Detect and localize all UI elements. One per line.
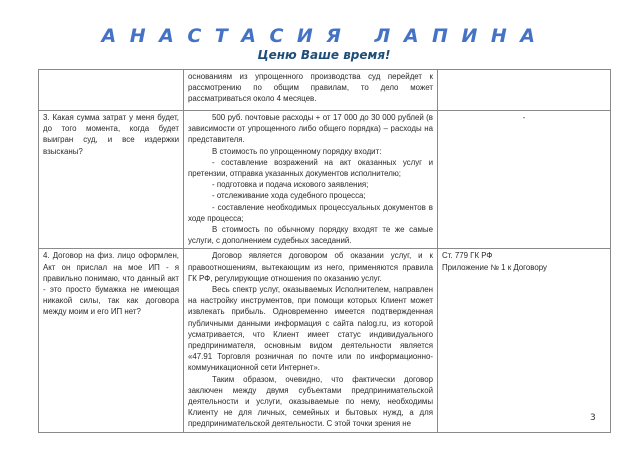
- answer-paragraph: - подготовка и подача искового заявления;: [212, 180, 369, 190]
- answer-cell: [184, 111, 438, 249]
- answer-cell: [184, 249, 438, 432]
- answer-paragraph: Договор является договором об оказании услуг, и к правоотношениям, вытекающим из него, применяются правила ГК РФ, регулирующие отношения по оказанию услуг.: [188, 251, 433, 283]
- answer-paragraph: 500 руб. почтовые расходы + от 17 000 до 30 000 рублей (в зависимости от упрощенного либо общего порядка) – расходы на представителя.: [188, 113, 433, 145]
- answer-paragraph: Таким образом, очевидно, что фактически договор заключен между двумя субъектами предпринимательской деятельности и услуги, оказываемые по нему, необходимы Клиенту не для личных, семейных и бытовых нужд, а для предпринимательской деятельности. С этой точки зрения не: [188, 374, 433, 429]
- reference-item: Приложение № 1 к Договору: [442, 262, 548, 272]
- reference-item: -: [522, 113, 526, 122]
- table-row: [39, 249, 611, 432]
- answer-paragraph: - отслеживание хода судебного процесса;: [212, 191, 366, 201]
- reference-cell: [438, 70, 611, 111]
- answer-paragraph: - составление возражений на акт оказанных услуг и претензии, отправка указанных документов исполнителю;: [188, 157, 433, 179]
- answer-paragraph: - составление необходимых процессуальных документов в ходе процесса;: [188, 202, 433, 223]
- tagline: Ценю Ваше время!: [257, 48, 391, 62]
- answer-paragraph: В стоимость по обычному порядку входят те же самые услуги, с дополнением судебных заседаний.: [188, 225, 433, 246]
- table-row: [39, 70, 611, 111]
- answer-paragraph: Весь спектр услуг, оказываемых Исполнителем, направлен на настройку инструментов, при помощи которых Клиент может извлекать прибыль. Одновременно имеется подтвержденная публичными данными информация с сайта nalog.ru, из которой усматривается, что Клиент имеет статус индивидуального предпринимателя, основным видом деятельности является «47.91 Торговля розничная по почте или по информационно-коммуникационной сети Интернет».: [188, 285, 433, 373]
- qa-table: [38, 69, 611, 433]
- table-row: [39, 111, 611, 249]
- page-number: 3: [590, 413, 596, 423]
- reference-cell: [438, 249, 611, 432]
- question-cell: 4. Договор на физ. лицо оформлен, Акт он прислал на мое ИП - я правильно понимаю, что данный акт - это просто бумажка не имеющая никакой силы, так как договора между моим и его ИП нет?: [39, 249, 184, 432]
- answer-paragraph: В стоимость по упрощенному порядку входит:: [212, 146, 382, 156]
- question-cell: 3. Какая сумма затрат у меня будет, до того момента, когда будет выигран суд, и все издержки взысканы?: [39, 111, 184, 249]
- answer-cell: [184, 70, 438, 111]
- reference-item: Ст. 779 ГК РФ: [442, 251, 493, 261]
- reference-cell: [438, 111, 611, 249]
- author-name-heading: АНАСТАСИЯ ЛАПИНА: [101, 25, 549, 47]
- question-cell: [39, 70, 184, 111]
- answer-paragraph: основаниям из упрощенного производства суд перейдет к рассмотрению по общим правилам, то дело может рассматриваться около 4 месяцев.: [188, 72, 433, 104]
